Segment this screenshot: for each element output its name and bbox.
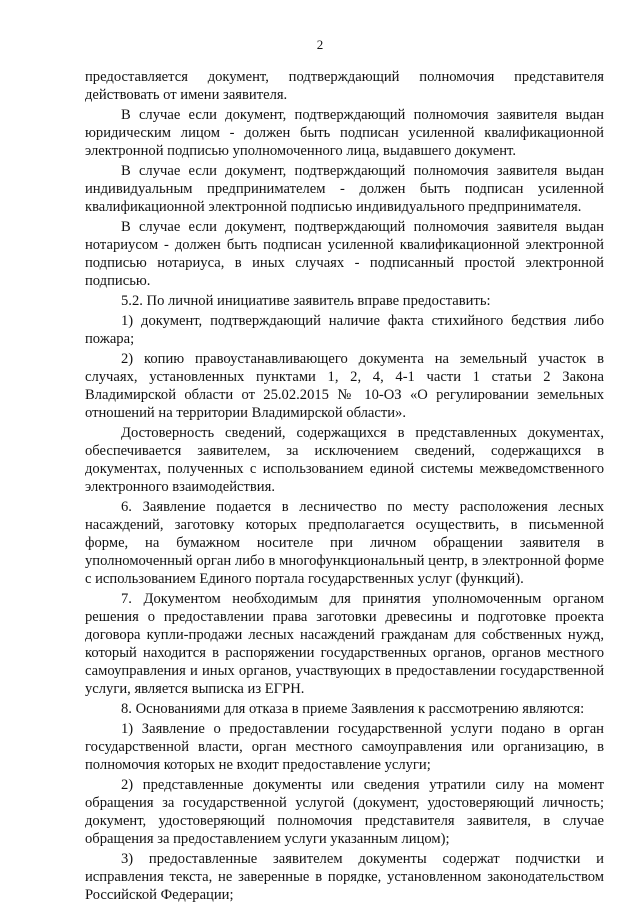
page-number: 2	[316, 37, 324, 52]
document-body	[85, 68, 604, 906]
paragraph-p1: предоставляется документ, подтверждающий полномочия представителя действовать от имени заявителя.	[85, 69, 604, 103]
paragraph-p13: 2) представленные документы или сведения утратили силу на момент обращения за государственной услугой (документ, удостоверяющий личность; документ, удостоверяющий полномочия представителя заявителя, в случае обращения за предоставлением услуги указанным лицом);	[85, 777, 604, 847]
paragraph-p9: 6. Заявление подается в лесничество по месту расположения лесных насаждений, заготовку которых предполагается осуществить, в письменной форме, на бумажном носителе при личном обращении заявителя в уполномоченный орган либо в многофункциональный центр, в электронной форме с использованием Единого портала государственных услуг (функций).	[85, 499, 604, 587]
paragraph-p4: В случае если документ, подтверждающий полномочия заявителя выдан нотариусом - должен быть подписан усиленной квалификационной электронной подписью нотариуса, в иных случаях - подписанный простой электронной подписью.	[85, 219, 604, 289]
paragraph-p3: В случае если документ, подтверждающий полномочия заявителя выдан индивидуальным предпринимателем - должен быть подписан усиленной квалификационной электронной подписью индивидуального предпринимателя.	[85, 163, 604, 215]
paragraph-p14: 3) предоставленные заявителем документы содержат подчистки и исправления текста, не заверенные в порядке, установленном законодательством Российской Федерации;	[85, 851, 604, 903]
paragraph-p5: 5.2. По личной инициативе заявитель вправе предоставить:	[121, 293, 491, 309]
paragraph-p12: 1) Заявление о предоставлении государственной услуги подано в орган государственной власти, орган местного самоуправления или организацию, в полномочия которых не входит предоставление услуги;	[85, 721, 604, 773]
paragraph-p10: 7. Документом необходимым для принятия уполномоченным органом решения о предоставлении права заготовки древесины и подготовке проекта договора купли-продажи лесных насаждений гражданам для собственных нужд, который находится в распоряжении государственных органов, органов местного самоуправления и иных органов, участвующих в предоставлении государственной услуги, является выписка из ЕГРН.	[85, 591, 604, 697]
paragraph-p11: 8. Основаниями для отказа в приеме Заявления к рассмотрению являются:	[121, 701, 585, 717]
paragraph-p7: 2) копию правоустанавливающего документа на земельный участок в случаях, установленных пунктами 1, 2, 4, 4-1 части 1 статьи 2 Закона Владимирской области от 25.02.2015 № 10-ОЗ «О регулировании земельных отношений на территории Владимирской области».	[85, 351, 604, 421]
paragraph-p8: Достоверность сведений, содержащихся в представленных документах, обеспечивается заявителем, за исключением сведений, содержащихся в документах, полученных с использованием единой системы межведомственного электронного взаимодействия.	[85, 425, 604, 495]
paragraph-p2: В случае если документ, подтверждающий полномочия заявителя выдан юридическим лицом - должен быть подписан усиленной квалификационной электронной подписью уполномоченного лица, выдавшего документ.	[85, 107, 604, 159]
paragraph-p6: 1) документ, подтверждающий наличие факта стихийного бедствия либо пожара;	[85, 313, 604, 347]
